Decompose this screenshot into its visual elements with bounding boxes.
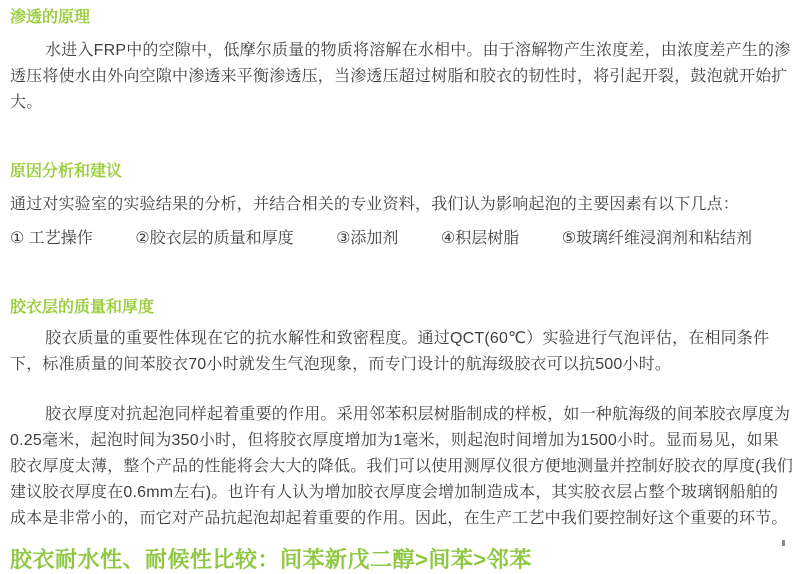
paragraph-penetration-principle: 水进入FRP中的空隙中，低摩尔质量的物质将溶解在水相中。由于溶解物产生浓度差，由浓度差产生的渗透压将使水由外向空隙中渗透来平衡渗透压，当渗透压超过树脂和胶衣的韧性时，将引起开裂，鼓泡就开始扩大。: [10, 42, 791, 111]
factor-item-process-operation: ① 工艺操作: [10, 230, 93, 247]
section-heading-cause-analysis: 原因分析和建议: [10, 163, 123, 180]
factor-item-laminate-resin: ④积层树脂: [440, 230, 520, 247]
factor-list: [10, 226, 794, 252]
section-cause-analysis: [10, 162, 794, 252]
stray-mark: [782, 540, 785, 546]
footer-comparison-heading: 胶衣耐水性、耐候性比较：间苯新戊二醇>间苯>邻苯: [10, 547, 532, 572]
paragraph-gelcoat-thickness: 胶衣厚度对抗起泡同样起着重要的作用。采用邻苯积层树脂制成的样板，如一种航海级的间苯胶衣厚度为0.25毫米，起泡时间为350小时，但将胶衣厚度增加为1毫米，则起泡时间增加为1500小时。显而易见，如果胶衣厚度太薄，整个产品的性能将会大大的降低。我们可以使用测厚仪很方便地测量并控制好胶衣的厚度(我们建议胶衣厚度在0.6mm左右)。也许有人认为增加胶衣厚度会增加制造成本，其实胶衣层占整个玻璃钢船舶的成本是非常小的，而它对产品抗起泡却起着重要的作用。因此，在生产工艺中我们要控制好这个重要的环节。: [10, 406, 794, 527]
section-heading-gelcoat-quality-thickness: 胶衣层的质量和厚度: [10, 299, 155, 316]
section-heading-penetration-principle: 渗透的原理: [10, 9, 91, 26]
factor-item-additives: ③添加剂: [336, 230, 399, 247]
factor-item-gelcoat-quality-thickness: ②胶衣层的质量和厚度: [135, 230, 294, 247]
section-penetration-principle: [10, 8, 794, 116]
factor-item-glassfiber-sizing-binder: ⑤玻璃纤维浸润剂和粘结剂: [561, 230, 753, 247]
paragraph-cause-analysis-intro: 通过对实验室的实验结果的分析，并结合相关的专业资料，我们认为影响起泡的主要因素有以下几点：: [10, 196, 740, 213]
paragraph-gelcoat-quality: 胶衣质量的重要性体现在它的抗水解性和致密程度。通过QCT(60℃）实验进行气泡评估，在相同条件下，标准质量的间苯胶衣70小时就发生气泡现象，而专门设计的航海级胶衣可以抗500小时。: [10, 330, 770, 373]
section-gelcoat-quality-thickness: [10, 298, 794, 532]
